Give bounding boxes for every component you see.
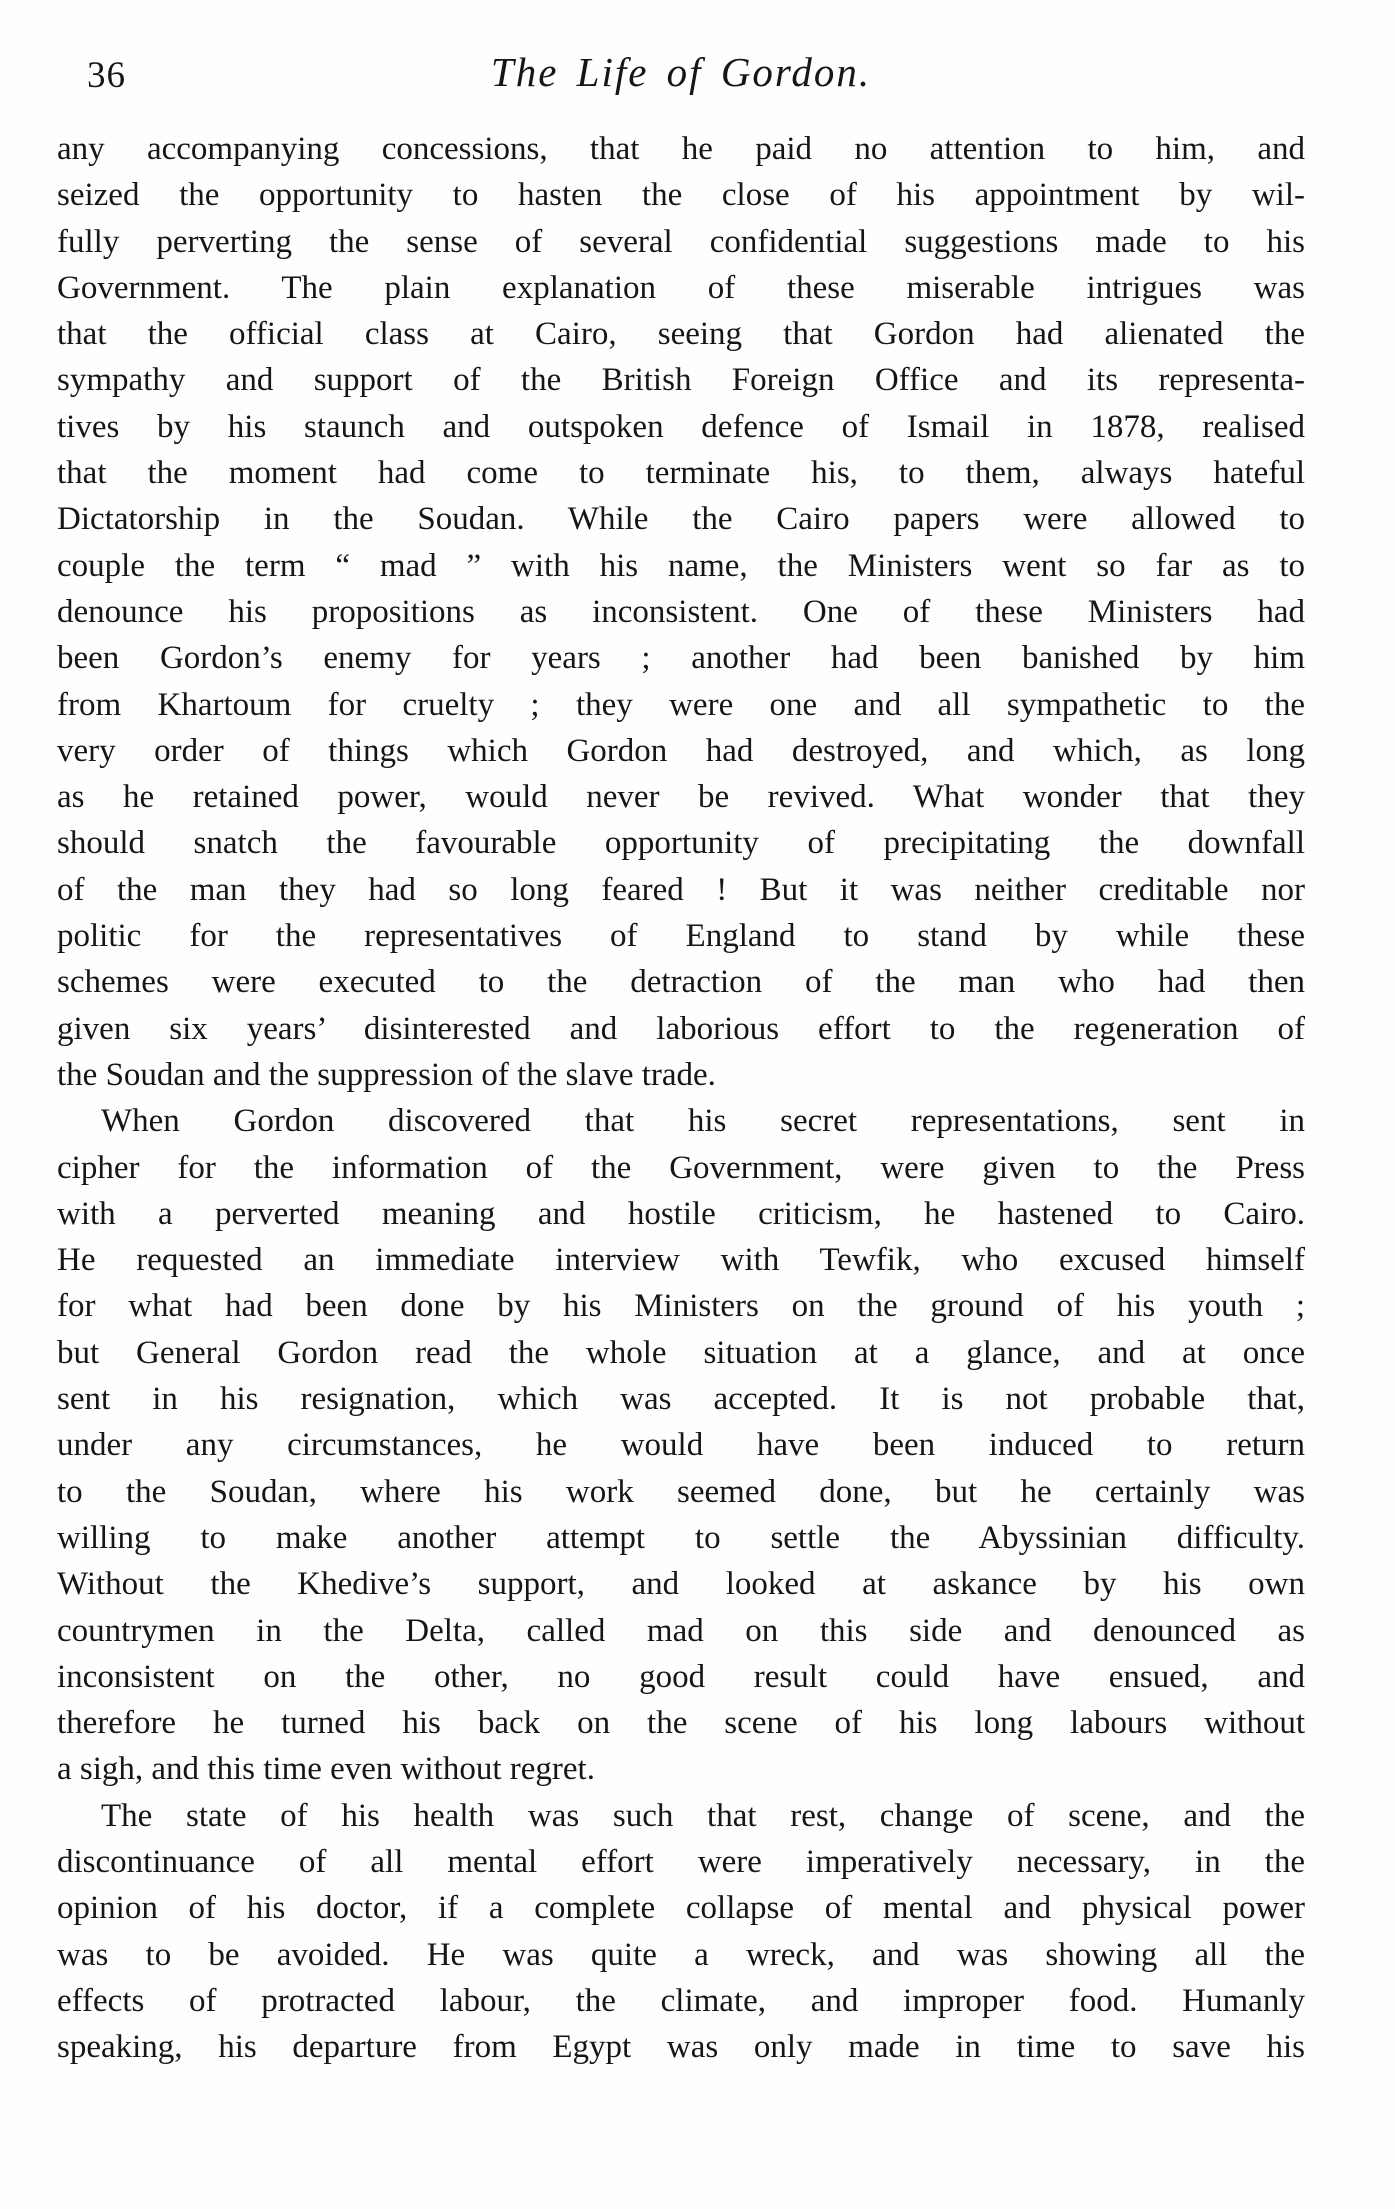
paragraph xyxy=(57,1793,1305,2071)
text-line: the Soudan and the suppression of the slave trade. xyxy=(57,1056,716,1093)
text-line: with a perverted meaning and hostile criticism, he hastened to Cairo. xyxy=(57,1195,1305,1232)
text-line: given six years’ disinterested and laborious effort to the regeneration of xyxy=(57,1010,1305,1047)
running-header xyxy=(57,48,1305,108)
text-line: any accompanying concessions, that he paid no attention to him, and xyxy=(57,131,1305,167)
text-line: to the Soudan, where his work seemed done, but he certainly was xyxy=(57,1473,1305,1510)
text-line: When Gordon discovered that his secret representations, sent in xyxy=(101,1103,1305,1140)
text-line: Government. The plain explanation of these miserable intrigues was xyxy=(57,269,1305,306)
text-line: was to be avoided. He was quite a wreck, and was showing all the xyxy=(57,1936,1305,1973)
text-line: for what had been done by his Ministers on the ground of his youth ; xyxy=(57,1288,1305,1325)
text-line: politic for the representatives of England to stand by while these xyxy=(57,918,1305,955)
text-line: therefore he turned his back on the scene of his long labours without xyxy=(57,1705,1305,1742)
text-line: very order of things which Gordon had destroyed, and which, as long xyxy=(57,732,1305,769)
text-line: but General Gordon read the whole situation at a glance, and at once xyxy=(57,1334,1305,1371)
text-line: tives by his staunch and outspoken defence of Ismail in 1878, realised xyxy=(57,408,1305,445)
text-line: schemes were executed to the detraction of the man who had then xyxy=(57,964,1305,1001)
text-line: opinion of his doctor, if a complete collapse of mental and physical power xyxy=(57,1890,1305,1927)
text-line: Dictatorship in the Soudan. While the Cairo papers were allowed to xyxy=(57,501,1305,538)
text-line: sympathy and support of the British Foreign Office and its representa- xyxy=(57,362,1305,399)
text-line: that the moment had come to terminate his, to them, always hateful xyxy=(57,455,1305,492)
page-body xyxy=(57,126,1305,2070)
text-line: denounce his propositions as inconsistent. One of these Ministers had xyxy=(57,593,1305,630)
text-line: as he retained power, would never be revived. What wonder that they xyxy=(57,779,1305,816)
text-line: willing to make another attempt to settle the Abyssinian difficulty. xyxy=(57,1519,1305,1556)
text-line: cipher for the information of the Government, were given to the Press xyxy=(57,1149,1305,1186)
text-line: countrymen in the Delta, called mad on this side and denounced as xyxy=(57,1612,1305,1649)
text-line: inconsistent on the other, no good result could have ensued, and xyxy=(57,1658,1305,1695)
text-line: been Gordon’s enemy for years ; another had been banished by him xyxy=(57,640,1305,677)
text-line: discontinuance of all mental effort were imperatively necessary, in the xyxy=(57,1843,1305,1880)
page-title: The Life of Gordon. xyxy=(490,49,872,95)
text-line: from Khartoum for cruelty ; they were one and all sympathetic to the xyxy=(57,686,1305,723)
text-line: speaking, his departure from Egypt was only made in time to save his xyxy=(57,2029,1305,2066)
text-line: fully perverting the sense of several confidential suggestions made to his xyxy=(57,223,1305,260)
text-line: The state of his health was such that rest, change of scene, and the xyxy=(101,1797,1305,1834)
text-line: that the official class at Cairo, seeing that Gordon had alienated the xyxy=(57,316,1305,353)
text-line: under any circumstances, he would have been induced to return xyxy=(57,1427,1305,1464)
text-line: sent in his resignation, which was accepted. It is not probable that, xyxy=(57,1381,1305,1418)
text-line: He requested an immediate interview with Tewfik, who excused himself xyxy=(57,1242,1305,1279)
text-line: couple the term “ mad ” with his name, the Ministers went so far as to xyxy=(57,547,1305,584)
text-line: a sigh, and this time even without regret. xyxy=(57,1751,595,1788)
page-number: 36 xyxy=(87,55,126,96)
paragraph xyxy=(57,126,1305,1098)
text-line: of the man they had so long feared ! But it was neither creditable nor xyxy=(57,871,1305,908)
text-line: Without the Khedive’s support, and looked at askance by his own xyxy=(57,1566,1305,1603)
text-line: should snatch the favourable opportunity of precipitating the downfall xyxy=(57,825,1305,862)
text-line: effects of protracted labour, the climate, and improper food. Humanly xyxy=(57,1982,1305,2019)
text-line: seized the opportunity to hasten the close of his appointment by wil- xyxy=(57,177,1305,214)
paragraph xyxy=(57,1098,1305,1792)
